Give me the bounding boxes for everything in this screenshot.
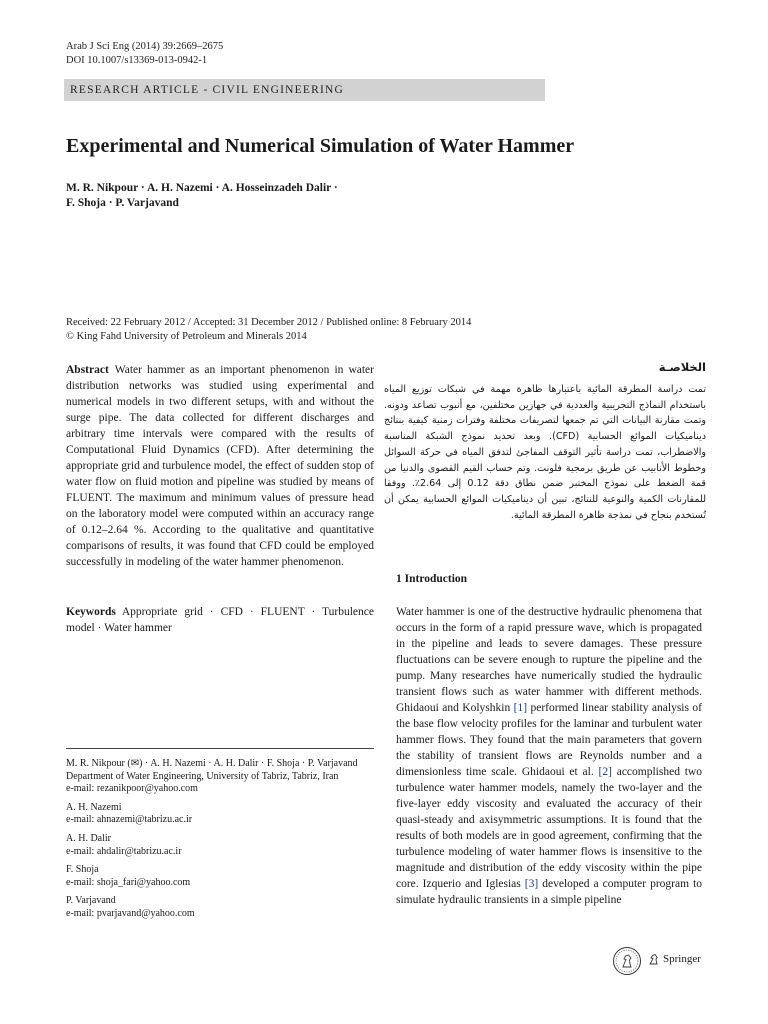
footnote-block — [66, 895, 386, 920]
citation-link-2[interactable]: [2] — [598, 766, 612, 778]
publisher-brand — [648, 953, 701, 965]
section-label: RESEARCH ARTICLE - CIVIL ENGINEERING — [70, 84, 344, 96]
publisher-name: Springer — [663, 953, 701, 965]
footnote-email: e-mail: rezanikpoor@yahoo.com — [66, 783, 198, 795]
springer-chess-knight-icon — [612, 946, 642, 976]
keywords — [66, 604, 374, 636]
abstract-label: Abstract — [66, 364, 109, 376]
introduction-heading: 1 Introduction — [396, 573, 468, 585]
introduction-body — [396, 604, 702, 908]
abstract-text: Water hammer as an important phenomenon in water distribution networks was studied using experimental and numerical models in two different setups, with and without the surge pipe. The data collected for different discharges and arbitrary time intervals were compared with the results of Computational Fluid Dynamics (CFD). After determining the appropriate grid and turbulence model, the effect of sudden stop of water flow on fluid motion and pipeline was studied by means of FLUENT. The maximum and minimum values of pressure head on the laboratory model were computed within an accuracy range of 0.12–2.64 %. According to the qualitative and quantitative comparisons of results, it was found that CFD could be employed successfully in modeling of the water hammer phenomenon. — [66, 364, 374, 568]
intro-text-2: performed linear stability analysis of the base flow velocity profiles for the laminar and turbulent water hammer flows. They found that the main parameters that govern the stability of transient flows are Reynolds number and a dimensionless time scale. Ghidaoui et al. — [396, 702, 702, 778]
footnote-authors: M. R. Nikpour (✉) · A. H. Nazemi · A. H. Dalir · F. Shoja · P. Varjavand — [66, 758, 358, 769]
footnote-email: e-mail: ahdalir@tabrizu.ac.ir — [66, 845, 182, 857]
footnote-email: e-mail: ahnazemi@tabrizu.ac.ir — [66, 814, 193, 826]
footnote-block — [66, 833, 386, 858]
arabic-abstract-text: تمت دراسة المطرقة المائية باعتبارها ظاهرة مهمة في شبكات توزيع المياه باستخدام النماذج التجريبية والعددية في جهازين مختلفين، مع أنبوب تصاعد ودونه. وتمت مقارنة البيانات التي تم جمعها لتصريفات مختلفة وفترات زمنية كيفية بنتائج ديناميكيات الموائع الحسابية (CFD). وبعد تحديد نموذج الشبكة المناسبة والاضطراب، تمت دراسة تأثير التوقف المفاجئ لتدفق المياه في حركة السوائل وخطوط الأنابيب عن طريق برمجية فلونت. وتم حساب القيم القصوى والدنيا من قمة الضغط على نموذج المختبر ضمن نطاق دقة 0.12 إلى 2.64٪. ووفقا للمقارنات الكمية والنوعية للنتائج، تبين أن ديناميكيات الموائع الحسابية يمكن أن تُستخدم بنجاح في نمذجة ظاهرة المطرقة المائية. — [384, 384, 707, 521]
footnote-affiliation: Department of Water Engineering, University of Tabriz, Tabriz, Iran — [66, 770, 339, 782]
section-banner — [64, 79, 545, 101]
footnote-name: A. H. Dalir — [66, 832, 111, 844]
footnote-divider — [66, 748, 374, 749]
corresponding-author-block — [66, 758, 386, 796]
intro-text-1: Water hammer is one of the destructive hydraulic phenomena that occurs in the form of a rapid pressure wave, which is propagated in the pipeline and leads to severe damages. These pressure fluctuations can be severe enough to rupture the pipeline and the pump. Many researches have numerically studied the hydraulic transient flows such as water hammer with different methods. Ghidaoui and Kolyshkin — [396, 606, 702, 714]
copyright: © King Fahd University of Petroleum and Minerals 2014 — [66, 331, 307, 342]
journal-citation: Arab J Sci Eng (2014) 39:2669–2675 — [66, 41, 224, 52]
footnote-name: P. Varjavand — [66, 895, 116, 907]
authors-line-1: M. R. Nikpour · A. H. Nazemi · A. Hosseinzadeh Dalir · — [66, 182, 338, 194]
intro-text-3: accomplished two turbulence water hammer models, namely the two-layer and the five-layer eddy viscosity and evaluated the accuracy of their quasi-steady and axisymmetric assumptions. It is found that the results of both models are in good agreement, confirming that the turbulence modeling of water hammer flows is insensitive to the magnitude and distribution of the eddy viscosity within the pipe core. Izquerio and Iglesias — [396, 766, 702, 890]
authors-line-2: F. Shoja · P. Varjavand — [66, 197, 179, 209]
arabic-abstract-heading: الخلاصـة — [658, 360, 706, 374]
paper-title: Experimental and Numerical Simulation of Water Hammer — [66, 135, 575, 157]
citation-link-3[interactable]: [3] — [524, 878, 539, 890]
keywords-label: Keywords — [66, 606, 116, 618]
keywords-text: Appropriate grid · CFD · FLUENT · Turbulence model · Water hammer — [66, 606, 374, 634]
publication-dates: Received: 22 February 2012 / Accepted: 31 December 2012 / Published online: 8 February 2014 — [66, 317, 472, 328]
footnote-name: A. H. Nazemi — [66, 801, 122, 813]
footnote-name: F. Shoja — [66, 864, 99, 876]
knight-icon — [648, 953, 660, 965]
abstract — [66, 362, 374, 570]
footnote-block — [66, 864, 386, 889]
intro-text-4: developed a computer program to simulate hydraulic transients in a simple pipeline — [396, 878, 703, 906]
footnote-email: e-mail: pvarjavand@yahoo.com — [66, 907, 195, 919]
footnote-block — [66, 802, 386, 827]
citation-link-1[interactable]: [1] — [513, 702, 528, 714]
footnote-email: e-mail: shoja_fari@yahoo.com — [66, 876, 191, 888]
doi: DOI 10.1007/s13369-013-0942-1 — [66, 55, 208, 66]
author-footnotes — [66, 758, 386, 927]
